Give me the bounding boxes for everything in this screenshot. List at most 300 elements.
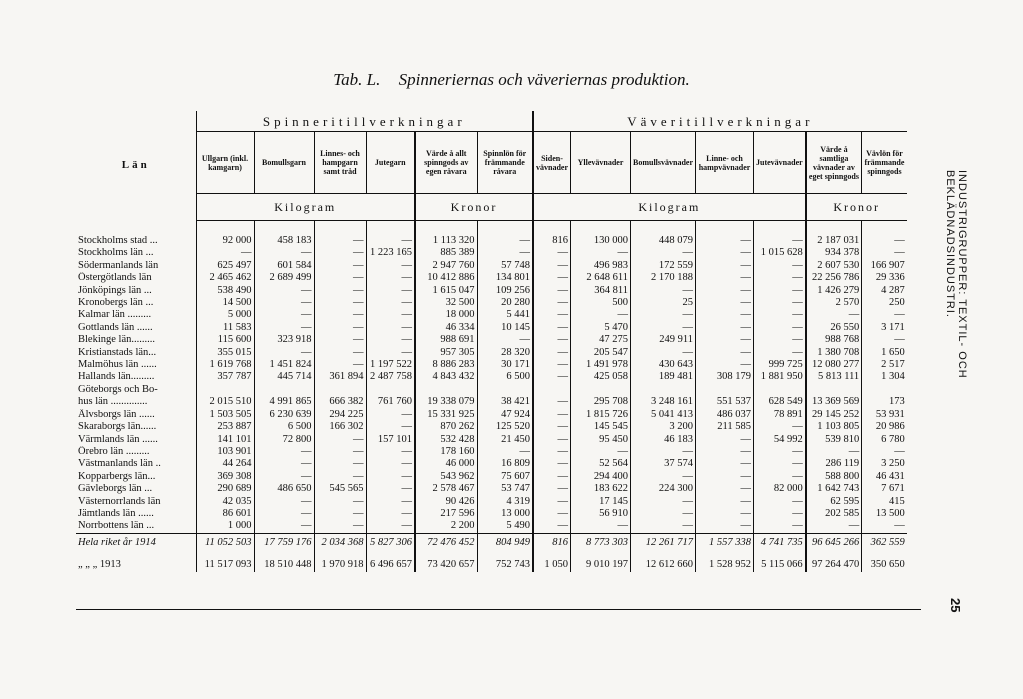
table-cell: — bbox=[533, 421, 571, 433]
table-cell: 458 183 bbox=[254, 221, 314, 248]
page-number: 25 bbox=[948, 598, 963, 613]
table-cell: 2 578 467 bbox=[415, 483, 477, 495]
table-cell: 12 261 717 bbox=[631, 533, 696, 555]
table-cell: — bbox=[533, 446, 571, 458]
table-cell: 294 225 bbox=[314, 409, 366, 421]
table-cell: 666 382 bbox=[314, 396, 366, 408]
table-cell: — bbox=[696, 260, 754, 272]
table-cell: 73 420 657 bbox=[415, 555, 477, 571]
table-cell: — bbox=[696, 483, 754, 495]
county-name: Värmlands län ...... bbox=[78, 433, 158, 445]
table-cell: 286 119 bbox=[806, 458, 862, 470]
col-header: Siden-vävnader bbox=[533, 132, 571, 194]
col-header: Linnes- och hampgarn samt tråd bbox=[314, 132, 366, 194]
table-cell: 2 570 bbox=[806, 297, 862, 309]
table-cell: — bbox=[571, 520, 631, 533]
table-cell: — bbox=[696, 334, 754, 346]
table-cell: — bbox=[696, 297, 754, 309]
table-cell: 8 886 283 bbox=[415, 359, 477, 371]
county-name: Kalmar län ......... bbox=[78, 309, 152, 321]
table-cell: 75 607 bbox=[477, 471, 533, 483]
table-cell: — bbox=[533, 520, 571, 533]
col-header: Spinnlön för främmande råvara bbox=[477, 132, 533, 194]
table-title bbox=[0, 70, 1023, 90]
table-cell: 54 992 bbox=[754, 434, 806, 446]
table-cell: 1 881 950 bbox=[754, 371, 806, 383]
table-cell: — bbox=[254, 496, 314, 508]
table-cell: 4 741 735 bbox=[754, 533, 806, 555]
table-row bbox=[76, 520, 907, 533]
table-cell: — bbox=[366, 458, 415, 470]
table-cell: 20 986 bbox=[862, 421, 907, 433]
table-cell: — bbox=[314, 359, 366, 371]
table-cell: — bbox=[754, 496, 806, 508]
veveri-header: Väveritillverkningar bbox=[533, 111, 907, 132]
table-cell: — bbox=[533, 471, 571, 483]
table-cell: — bbox=[571, 446, 631, 458]
table-cell: 52 564 bbox=[571, 458, 631, 470]
table-cell: 2 200 bbox=[415, 520, 477, 533]
table-cell: 1 503 505 bbox=[196, 409, 254, 421]
table-cell: — bbox=[533, 434, 571, 446]
table-cell: 1 113 320 bbox=[415, 221, 477, 248]
county-name: Stockholms stad ... bbox=[78, 234, 158, 246]
table-cell: 1 000 bbox=[196, 520, 254, 533]
table-cell: 5 441 bbox=[477, 309, 533, 321]
table-cell: 46 334 bbox=[415, 322, 477, 334]
table-cell: — bbox=[366, 421, 415, 433]
table-cell: 253 887 bbox=[196, 421, 254, 433]
table-cell: — bbox=[533, 260, 571, 272]
table-cell: 1 528 952 bbox=[696, 555, 754, 571]
table-cell: 5 490 bbox=[477, 520, 533, 533]
county-name: Hallands län......... bbox=[78, 371, 155, 383]
table-row bbox=[76, 384, 907, 396]
table-cell: 870 262 bbox=[415, 421, 477, 433]
table-cell: 46 431 bbox=[862, 471, 907, 483]
table-cell: 202 585 bbox=[806, 508, 862, 520]
table-cell: — bbox=[696, 359, 754, 371]
table-cell: 486 650 bbox=[254, 483, 314, 495]
unit-kilogram: Kilogram bbox=[196, 194, 415, 221]
county-name: Kopparbergs län... bbox=[78, 470, 156, 482]
table-cell: — bbox=[631, 322, 696, 334]
table-cell: 2 170 188 bbox=[631, 272, 696, 284]
table-cell: 16 809 bbox=[477, 458, 533, 470]
table-cell: — bbox=[696, 496, 754, 508]
table-cell: — bbox=[477, 247, 533, 259]
table-cell: — bbox=[862, 309, 907, 321]
table-cell: 1 615 047 bbox=[415, 285, 477, 297]
table-cell: — bbox=[314, 260, 366, 272]
table-cell: 53 747 bbox=[477, 483, 533, 495]
table-cell: 2 947 760 bbox=[415, 260, 477, 272]
table-cell: 56 910 bbox=[571, 508, 631, 520]
county-name: Södermanlands län bbox=[78, 259, 159, 271]
table-cell bbox=[806, 384, 862, 396]
table-cell: 3 250 bbox=[862, 458, 907, 470]
table-cell: — bbox=[696, 471, 754, 483]
table-row bbox=[76, 347, 907, 359]
table-cell: — bbox=[254, 297, 314, 309]
table-cell: 90 426 bbox=[415, 496, 477, 508]
table-cell: 1 650 bbox=[862, 347, 907, 359]
table-cell: — bbox=[533, 359, 571, 371]
table-cell: — bbox=[533, 508, 571, 520]
table-cell: 29 336 bbox=[862, 272, 907, 284]
table-cell: 4 991 865 bbox=[254, 396, 314, 408]
table-cell: 1 304 bbox=[862, 371, 907, 383]
table-row bbox=[76, 322, 907, 334]
table-cell: — bbox=[696, 520, 754, 533]
col-header: Bomullsgarn bbox=[254, 132, 314, 194]
table-cell: 5 470 bbox=[571, 322, 631, 334]
table-body bbox=[76, 221, 907, 572]
table-cell: — bbox=[696, 247, 754, 259]
table-cell: — bbox=[314, 322, 366, 334]
table-cell: 189 481 bbox=[631, 371, 696, 383]
table-cell: 539 810 bbox=[806, 434, 862, 446]
table-cell: 21 450 bbox=[477, 434, 533, 446]
table-cell: — bbox=[477, 446, 533, 458]
table-row bbox=[76, 309, 907, 321]
table-cell: 601 584 bbox=[254, 260, 314, 272]
table-cell: 430 643 bbox=[631, 359, 696, 371]
table-row bbox=[76, 458, 907, 470]
table-cell: — bbox=[366, 520, 415, 533]
table-cell: 5 041 413 bbox=[631, 409, 696, 421]
table-cell: 205 547 bbox=[571, 347, 631, 359]
table-cell: — bbox=[533, 285, 571, 297]
table-cell: — bbox=[696, 285, 754, 297]
table-cell: 53 931 bbox=[862, 409, 907, 421]
table-cell: 816 bbox=[533, 221, 571, 248]
table-cell: — bbox=[696, 272, 754, 284]
table-cell: 6 500 bbox=[477, 371, 533, 383]
table-cell: 2 015 510 bbox=[196, 396, 254, 408]
table-cell: 249 911 bbox=[631, 334, 696, 346]
table-cell: — bbox=[806, 520, 862, 533]
table-cell: 308 179 bbox=[696, 371, 754, 383]
table-cell: 72 476 452 bbox=[415, 533, 477, 555]
col-header: Värde å allt spinngods av egen råvara bbox=[415, 132, 477, 194]
table-cell: 47 275 bbox=[571, 334, 631, 346]
table-row bbox=[76, 297, 907, 309]
table-row bbox=[76, 508, 907, 520]
table-cell bbox=[415, 384, 477, 396]
table-cell: — bbox=[696, 221, 754, 248]
county-name: Jönköpings län ... bbox=[78, 284, 152, 296]
table-cell: 5 000 bbox=[196, 309, 254, 321]
table-cell: 7 671 bbox=[862, 483, 907, 495]
table-cell: 17 759 176 bbox=[254, 533, 314, 555]
table-cell: 543 962 bbox=[415, 471, 477, 483]
table-cell: — bbox=[754, 446, 806, 458]
table-cell: 28 320 bbox=[477, 347, 533, 359]
table-cell: — bbox=[366, 471, 415, 483]
table-cell: 355 015 bbox=[196, 347, 254, 359]
table-row bbox=[76, 371, 907, 383]
table-cell: 6 500 bbox=[254, 421, 314, 433]
table-cell: 4 287 bbox=[862, 285, 907, 297]
county-name: Skaraborgs län...... bbox=[78, 421, 157, 433]
running-header: INDUSTRIGRUPPER: TEXTIL- OCH BEKLÄDNADSINDUSTRI. bbox=[944, 170, 968, 379]
table-cell: 20 280 bbox=[477, 297, 533, 309]
table-cell: 1 223 165 bbox=[366, 247, 415, 259]
table-cell: — bbox=[533, 297, 571, 309]
table-cell: — bbox=[696, 347, 754, 359]
table-cell: — bbox=[314, 520, 366, 533]
table-cell: 588 800 bbox=[806, 471, 862, 483]
county-name: Älvsborgs län ...... bbox=[78, 408, 155, 420]
table-cell: 361 894 bbox=[314, 371, 366, 383]
county-name: Blekinge län......... bbox=[78, 334, 155, 346]
county-name: Malmöhus län ...... bbox=[78, 359, 157, 371]
table-cell: 295 708 bbox=[571, 396, 631, 408]
table-cell: 211 585 bbox=[696, 421, 754, 433]
table-cell: — bbox=[366, 446, 415, 458]
table-cell: — bbox=[314, 334, 366, 346]
table-cell: — bbox=[533, 322, 571, 334]
table-row bbox=[76, 285, 907, 297]
table-cell: 496 983 bbox=[571, 260, 631, 272]
county-name: Kronobergs län ... bbox=[78, 297, 154, 309]
table-row bbox=[76, 272, 907, 284]
table-cell: 1 050 bbox=[533, 555, 571, 571]
table-cell: — bbox=[254, 520, 314, 533]
table-cell: 2 648 611 bbox=[571, 272, 631, 284]
table-cell: — bbox=[314, 272, 366, 284]
table-cell: — bbox=[366, 260, 415, 272]
table-cell bbox=[571, 384, 631, 396]
table-cell: 145 545 bbox=[571, 421, 631, 433]
table-cell: 538 490 bbox=[196, 285, 254, 297]
table-cell: 25 bbox=[631, 297, 696, 309]
table-cell: 290 689 bbox=[196, 483, 254, 495]
table-cell: 1 491 978 bbox=[571, 359, 631, 371]
table-cell: — bbox=[696, 309, 754, 321]
table-cell: — bbox=[754, 421, 806, 433]
table-cell: 445 714 bbox=[254, 371, 314, 383]
county-name: Västernorrlands län bbox=[78, 495, 161, 507]
table-cell: 22 256 786 bbox=[806, 272, 862, 284]
table-cell: — bbox=[862, 334, 907, 346]
table-cell: — bbox=[631, 496, 696, 508]
unit-kronor: Kronor bbox=[415, 194, 533, 221]
table-row bbox=[76, 334, 907, 346]
lan-header: Län bbox=[121, 159, 150, 172]
table-cell: 183 622 bbox=[571, 483, 631, 495]
table-row bbox=[76, 446, 907, 458]
table-cell: 1 642 743 bbox=[806, 483, 862, 495]
table-row bbox=[76, 555, 907, 571]
table-cell: — bbox=[631, 347, 696, 359]
table-row bbox=[76, 421, 907, 433]
county-name: Örebro län ......... bbox=[78, 445, 150, 457]
table-cell: — bbox=[196, 247, 254, 259]
table-cell: — bbox=[314, 309, 366, 321]
table-cell: — bbox=[533, 309, 571, 321]
table-cell: — bbox=[314, 247, 366, 259]
table-cell: 1 197 522 bbox=[366, 359, 415, 371]
table-cell: — bbox=[631, 309, 696, 321]
table-cell: 10 145 bbox=[477, 322, 533, 334]
table-cell: — bbox=[314, 471, 366, 483]
table-cell: — bbox=[571, 309, 631, 321]
table-cell: — bbox=[862, 446, 907, 458]
table-row bbox=[76, 359, 907, 371]
table-cell: 532 428 bbox=[415, 434, 477, 446]
table-cell: — bbox=[696, 322, 754, 334]
unit-kilogram: Kilogram bbox=[533, 194, 806, 221]
table-cell: — bbox=[366, 496, 415, 508]
table-cell: — bbox=[254, 347, 314, 359]
table-cell: — bbox=[806, 446, 862, 458]
table-cell: — bbox=[754, 334, 806, 346]
table-cell: — bbox=[754, 309, 806, 321]
table-cell: — bbox=[533, 458, 571, 470]
table-cell: 545 565 bbox=[314, 483, 366, 495]
table-row bbox=[76, 533, 907, 555]
table-cell: — bbox=[533, 347, 571, 359]
table-cell bbox=[754, 384, 806, 396]
col-header: Jutegarn bbox=[366, 132, 415, 194]
table-cell: 2 517 bbox=[862, 359, 907, 371]
table-cell: 362 559 bbox=[862, 533, 907, 555]
table-cell: 6 496 657 bbox=[366, 555, 415, 571]
table-cell: 1 815 726 bbox=[571, 409, 631, 421]
table-cell: — bbox=[254, 508, 314, 520]
table-cell: 415 bbox=[862, 496, 907, 508]
table-cell: 323 918 bbox=[254, 334, 314, 346]
table-cell bbox=[533, 384, 571, 396]
col-header: Ullgarn (inkl. kamgarn) bbox=[196, 132, 254, 194]
table-cell: — bbox=[314, 347, 366, 359]
table-caption: Spinneriernas och väveriernas produktion. bbox=[398, 70, 690, 89]
table-cell: 46 183 bbox=[631, 434, 696, 446]
county-name: „ „ „ 1913 bbox=[78, 559, 121, 571]
table-cell: 14 500 bbox=[196, 297, 254, 309]
unit-kronor: Kronor bbox=[806, 194, 907, 221]
table-cell: 364 811 bbox=[571, 285, 631, 297]
table-cell: 2 465 462 bbox=[196, 272, 254, 284]
table-row bbox=[76, 260, 907, 272]
table-cell: — bbox=[314, 297, 366, 309]
table-cell: — bbox=[533, 371, 571, 383]
table-cell: — bbox=[314, 221, 366, 248]
table-cell: 250 bbox=[862, 297, 907, 309]
table-cell: 6 780 bbox=[862, 434, 907, 446]
county-name: Västmanlands län .. bbox=[78, 458, 161, 470]
table-cell: 11 517 093 bbox=[196, 555, 254, 571]
table-cell: 11 583 bbox=[196, 322, 254, 334]
table-cell: 2 487 758 bbox=[366, 371, 415, 383]
table-cell: — bbox=[696, 458, 754, 470]
table-cell: — bbox=[862, 520, 907, 533]
table-cell: 4 319 bbox=[477, 496, 533, 508]
table-cell: 18 510 448 bbox=[254, 555, 314, 571]
table-cell: — bbox=[254, 247, 314, 259]
table-cell: 18 000 bbox=[415, 309, 477, 321]
table-cell: 12 612 660 bbox=[631, 555, 696, 571]
table-row bbox=[76, 483, 907, 495]
table-cell bbox=[477, 384, 533, 396]
table-cell: 752 743 bbox=[477, 555, 533, 571]
table-cell: — bbox=[254, 309, 314, 321]
county-name: Gottlands län ...... bbox=[78, 321, 153, 333]
table-cell: — bbox=[366, 221, 415, 248]
table-cell: 3 248 161 bbox=[631, 396, 696, 408]
table-cell: — bbox=[314, 434, 366, 446]
table-cell: — bbox=[631, 285, 696, 297]
table-cell: 294 400 bbox=[571, 471, 631, 483]
table-cell: 5 813 111 bbox=[806, 371, 862, 383]
table-cell: — bbox=[754, 471, 806, 483]
table-cell: 1 103 805 bbox=[806, 421, 862, 433]
table-cell: 425 058 bbox=[571, 371, 631, 383]
table-cell: — bbox=[366, 483, 415, 495]
table-cell: — bbox=[754, 508, 806, 520]
col-header: Yllevävnader bbox=[571, 132, 631, 194]
table-cell: 82 000 bbox=[754, 483, 806, 495]
col-header: Linne- och hampvävnader bbox=[696, 132, 754, 194]
table-cell: — bbox=[477, 334, 533, 346]
table-cell: — bbox=[754, 458, 806, 470]
table-cell: 224 300 bbox=[631, 483, 696, 495]
table-cell: 9 010 197 bbox=[571, 555, 631, 571]
table-cell: 816 bbox=[533, 533, 571, 555]
table-cell: 804 949 bbox=[477, 533, 533, 555]
table-cell: — bbox=[533, 334, 571, 346]
table-cell: 6 230 639 bbox=[254, 409, 314, 421]
table-cell: — bbox=[754, 520, 806, 533]
table-cell: 13 000 bbox=[477, 508, 533, 520]
table-cell: — bbox=[806, 309, 862, 321]
table-cell: — bbox=[254, 285, 314, 297]
table-cell: — bbox=[754, 272, 806, 284]
table-cell: 96 645 266 bbox=[806, 533, 862, 555]
table-cell: — bbox=[696, 446, 754, 458]
table-cell: 37 574 bbox=[631, 458, 696, 470]
table-cell: 369 308 bbox=[196, 471, 254, 483]
table-cell: — bbox=[314, 496, 366, 508]
table-cell: 2 607 530 bbox=[806, 260, 862, 272]
table-cell: 141 101 bbox=[196, 434, 254, 446]
table-cell bbox=[314, 384, 366, 396]
table-cell: — bbox=[366, 285, 415, 297]
table-cell bbox=[254, 384, 314, 396]
table-cell: — bbox=[366, 297, 415, 309]
table-cell: 32 500 bbox=[415, 297, 477, 309]
table-cell: 957 305 bbox=[415, 347, 477, 359]
col-header: Bomullsvävnader bbox=[631, 132, 696, 194]
table-cell: 38 421 bbox=[477, 396, 533, 408]
table-cell: 1 426 279 bbox=[806, 285, 862, 297]
table-cell: 625 497 bbox=[196, 260, 254, 272]
table-cell: — bbox=[571, 247, 631, 259]
table-cell: 95 450 bbox=[571, 434, 631, 446]
table-cell: 1 619 768 bbox=[196, 359, 254, 371]
table-cell: 72 800 bbox=[254, 434, 314, 446]
table-cell: 761 760 bbox=[366, 396, 415, 408]
table-cell: — bbox=[254, 458, 314, 470]
table-cell: 30 171 bbox=[477, 359, 533, 371]
table-cell: 10 412 886 bbox=[415, 272, 477, 284]
table-cell: 97 264 470 bbox=[806, 555, 862, 571]
table-cell: — bbox=[533, 496, 571, 508]
table-row bbox=[76, 496, 907, 508]
county-name: Göteborgs och Bo- bbox=[78, 383, 158, 395]
